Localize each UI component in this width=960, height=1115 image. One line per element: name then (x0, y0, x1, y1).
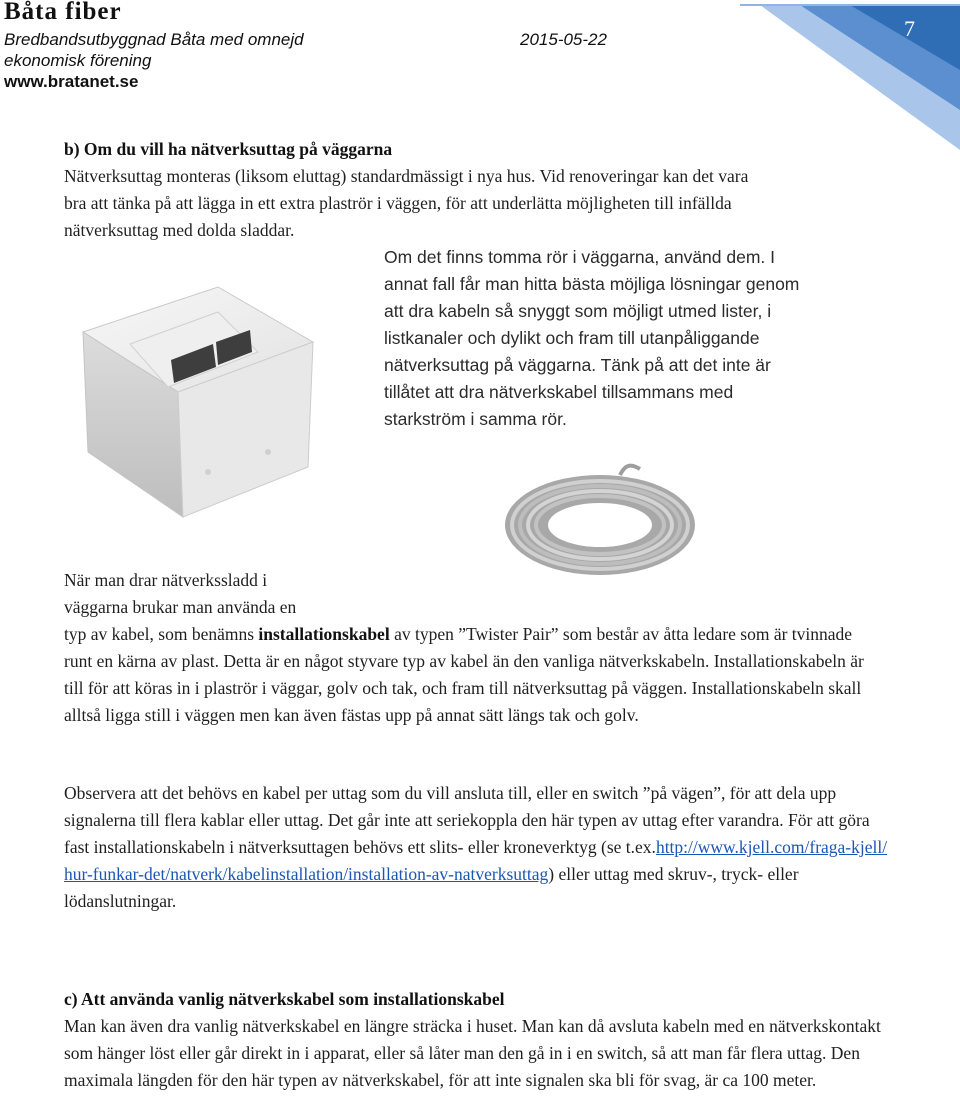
intro-line-3: nätverksuttag med dolda sladdar. (64, 220, 295, 240)
org-name-line1: Bredbandsutbyggnad Båta med omnejd (4, 30, 304, 49)
intro-line-1: Nätverksuttag monteras (liksom eluttag) standardmässigt i nya hus. Vid renoveringar kan det vara (64, 166, 749, 186)
cable-coil-image (500, 455, 700, 580)
cable-line-2: väggarna brukar man använda en (64, 597, 297, 617)
section-c-paragraph: Man kan även dra vanlig nätverkskabel en längre sträcka i huset. Man kan då avsluta kabeln med en nätverkskontakt som hänger löst eller går direkt in i apparat, eller så låter man den gå in i en switch, så att man får flera uttag. Den maximala längden för den här typen av nätverkskabel, för att inte signalen ska bli för svag, är ca 100 meter. (64, 1016, 881, 1090)
side-paragraph: Om det finns tomma rör i väggarna, använd dem. I annat fall får man hitta bästa möjliga lösningar genom att dra kabeln så snyggt som möjligt utmed lister, i listkanaler och dylikt och fram till utanpåliggande nätverksuttag på väggarna. Tänk på att det inte är tillåtet att dra nätverkskabel tillsammans med starkström i samma rör. (384, 247, 800, 429)
cable-line-1: När man drar nätverkssladd i (64, 570, 268, 590)
section-b-heading: b) Om du vill ha nätverksuttag på väggarna (64, 139, 393, 159)
installationskabel-term: installationskabel (258, 624, 390, 644)
intro-line-2: bra att tänka på att lägga in ett extra plaströr i väggen, för att underlätta möjligheten till infällda (64, 193, 732, 213)
org-name-line2: ekonomisk förening (4, 51, 152, 70)
document-date: 2015-05-22 (520, 30, 607, 49)
kjell-link[interactable]: http://www.kjell.com/fraga-kjell/hur-funkar-det/natverk/kabelinstallation/installation-av-natverksuttag (64, 837, 888, 884)
observe-paragraph: Observera att det behövs en kabel per uttag som du vill ansluta till, eller en switch ”på vägen”, för att dela upp signalerna till flera kablar eller uttag. Det går inte att seriekoppla den här typen av uttag efter varandra. För att göra fast installationskabeln i nätverksuttagen behövs ett slits- eller kroneverktyg (se t.ex.http://www.kjell.com/fraga-kjell/hur-funkar-det/natverk/kabelinstallation/installation-av-natverksuttag) eller uttag med skruv-, tryck- eller lödanslutningar. (64, 783, 888, 911)
org-title: Båta fiber (4, 0, 122, 25)
website-address: www.bratanet.se (4, 72, 139, 91)
page-number: 7 (904, 16, 915, 41)
corner-decoration (740, 0, 960, 150)
cable-paragraph: typ av kabel, som benämns installationskabel av typen ”Twister Pair” som består av åtta ledare som är tvinnade runt en kärna av plast. Detta är en något styvare typ av kabel än den vanliga nätverkskabeln. Installationskabeln är till för att köras in i plaströr i väggar, golv och tak, och fram till nätverksuttag på väggen. Installationskabeln skall alltså ligga still i väggen men kan även fästas upp på annat sätt längs tak och golv. (64, 624, 864, 725)
section-c-heading: c) Att använda vanlig nätverkskabel som installationskabel (64, 989, 505, 1009)
network-outlet-image (68, 282, 328, 527)
